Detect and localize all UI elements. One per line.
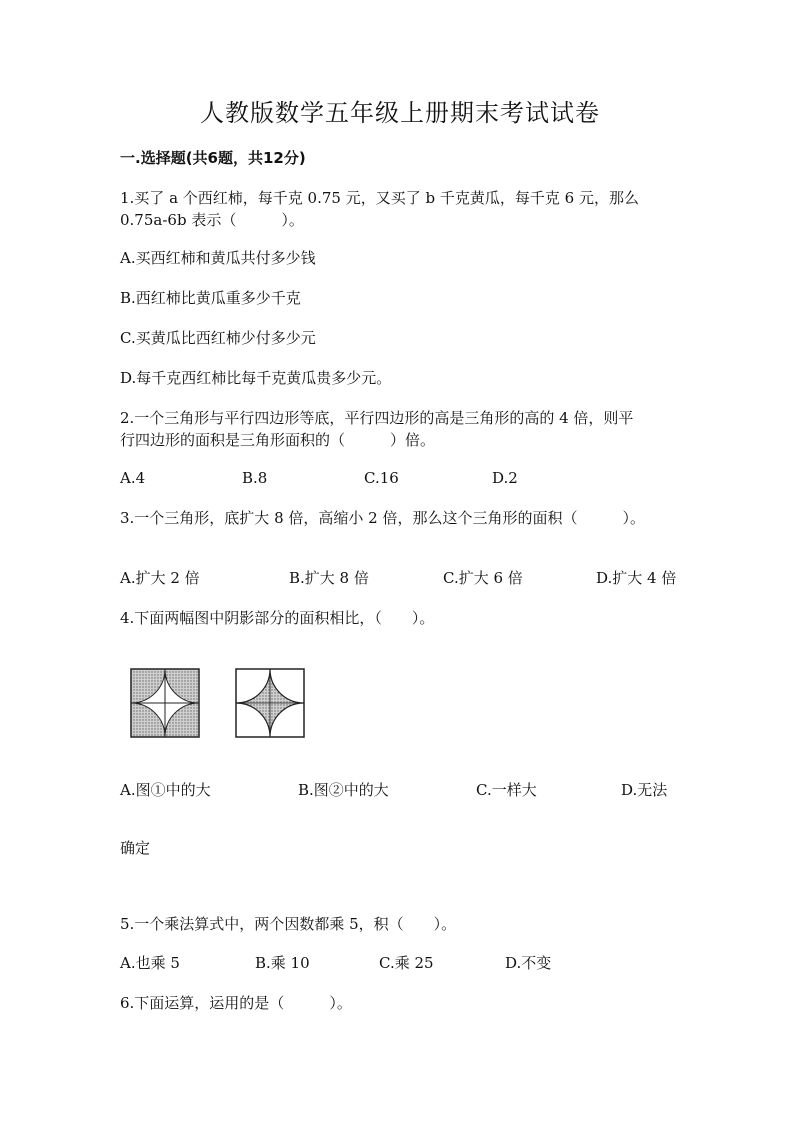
question-2-option-d: D.2	[492, 469, 518, 487]
question-4-option-d: D.无法	[621, 781, 668, 799]
question-2-option-c: C.16	[364, 469, 399, 487]
question-1-option-d: D.每千克西红柿比每千克黄瓜贵多少元。	[120, 369, 392, 387]
section-heading: 一.选择题(共6题，共12分)	[120, 149, 306, 167]
question-4-option-c: C.一样大	[476, 781, 537, 799]
question-1-text-line1: 1.买了 a 个西红柿，每千克 0.75 元，又买了 b 千克黄瓜，每千克 6 元，那么	[120, 189, 639, 207]
figure-2-star	[235, 668, 305, 738]
question-1-option-c: C.买黄瓜比西红柿少付多少元	[120, 329, 316, 347]
question-5-option-b: B.乘 10	[255, 954, 310, 972]
question-4-text: 4.下面两幅图中阴影部分的面积相比，（ ）。	[120, 609, 435, 627]
question-5-option-a: A.也乘 5	[120, 954, 180, 972]
question-1-option-b: B.西红柿比黄瓜重多少千克	[120, 289, 301, 307]
question-2-text-line2: 行四边形的面积是三角形面积的（ ）倍。	[120, 431, 436, 449]
question-1-text-line2: 0.75a-6b 表示（ ）。	[120, 211, 304, 229]
question-4-option-d-wrap: 确定	[120, 839, 151, 857]
page-title: 人教版数学五年级上册期末考试试卷	[200, 99, 600, 127]
question-4-option-b: B.图②中的大	[298, 781, 389, 799]
question-3-text: 3.一个三角形，底扩大 8 倍，高缩小 2 倍，那么这个三角形的面积（ ）。	[120, 509, 645, 527]
question-1-option-a: A.买西红柿和黄瓜共付多少钱	[120, 249, 316, 267]
question-5-text: 5.一个乘法算式中，两个因数都乘 5，积（ ）。	[120, 915, 457, 933]
question-4-option-a: A.图①中的大	[120, 781, 211, 799]
question-3-option-d: D.扩大 4 倍	[596, 569, 677, 587]
question-5-option-c: C.乘 25	[379, 954, 434, 972]
question-5-option-d: D.不变	[505, 954, 552, 972]
question-3-option-b: B.扩大 8 倍	[289, 569, 369, 587]
question-2-text-line1: 2.一个三角形与平行四边形等底，平行四边形的高是三角形的高的 4 倍，则平	[120, 409, 634, 427]
question-3-option-a: A.扩大 2 倍	[120, 569, 200, 587]
question-3-option-c: C.扩大 6 倍	[443, 569, 523, 587]
figure-1-pinwheel	[130, 668, 200, 738]
question-2-option-a: A.4	[120, 469, 146, 487]
question-6-text: 6.下面运算，运用的是（ ）。	[120, 994, 352, 1012]
question-2-option-b: B.8	[242, 469, 268, 487]
